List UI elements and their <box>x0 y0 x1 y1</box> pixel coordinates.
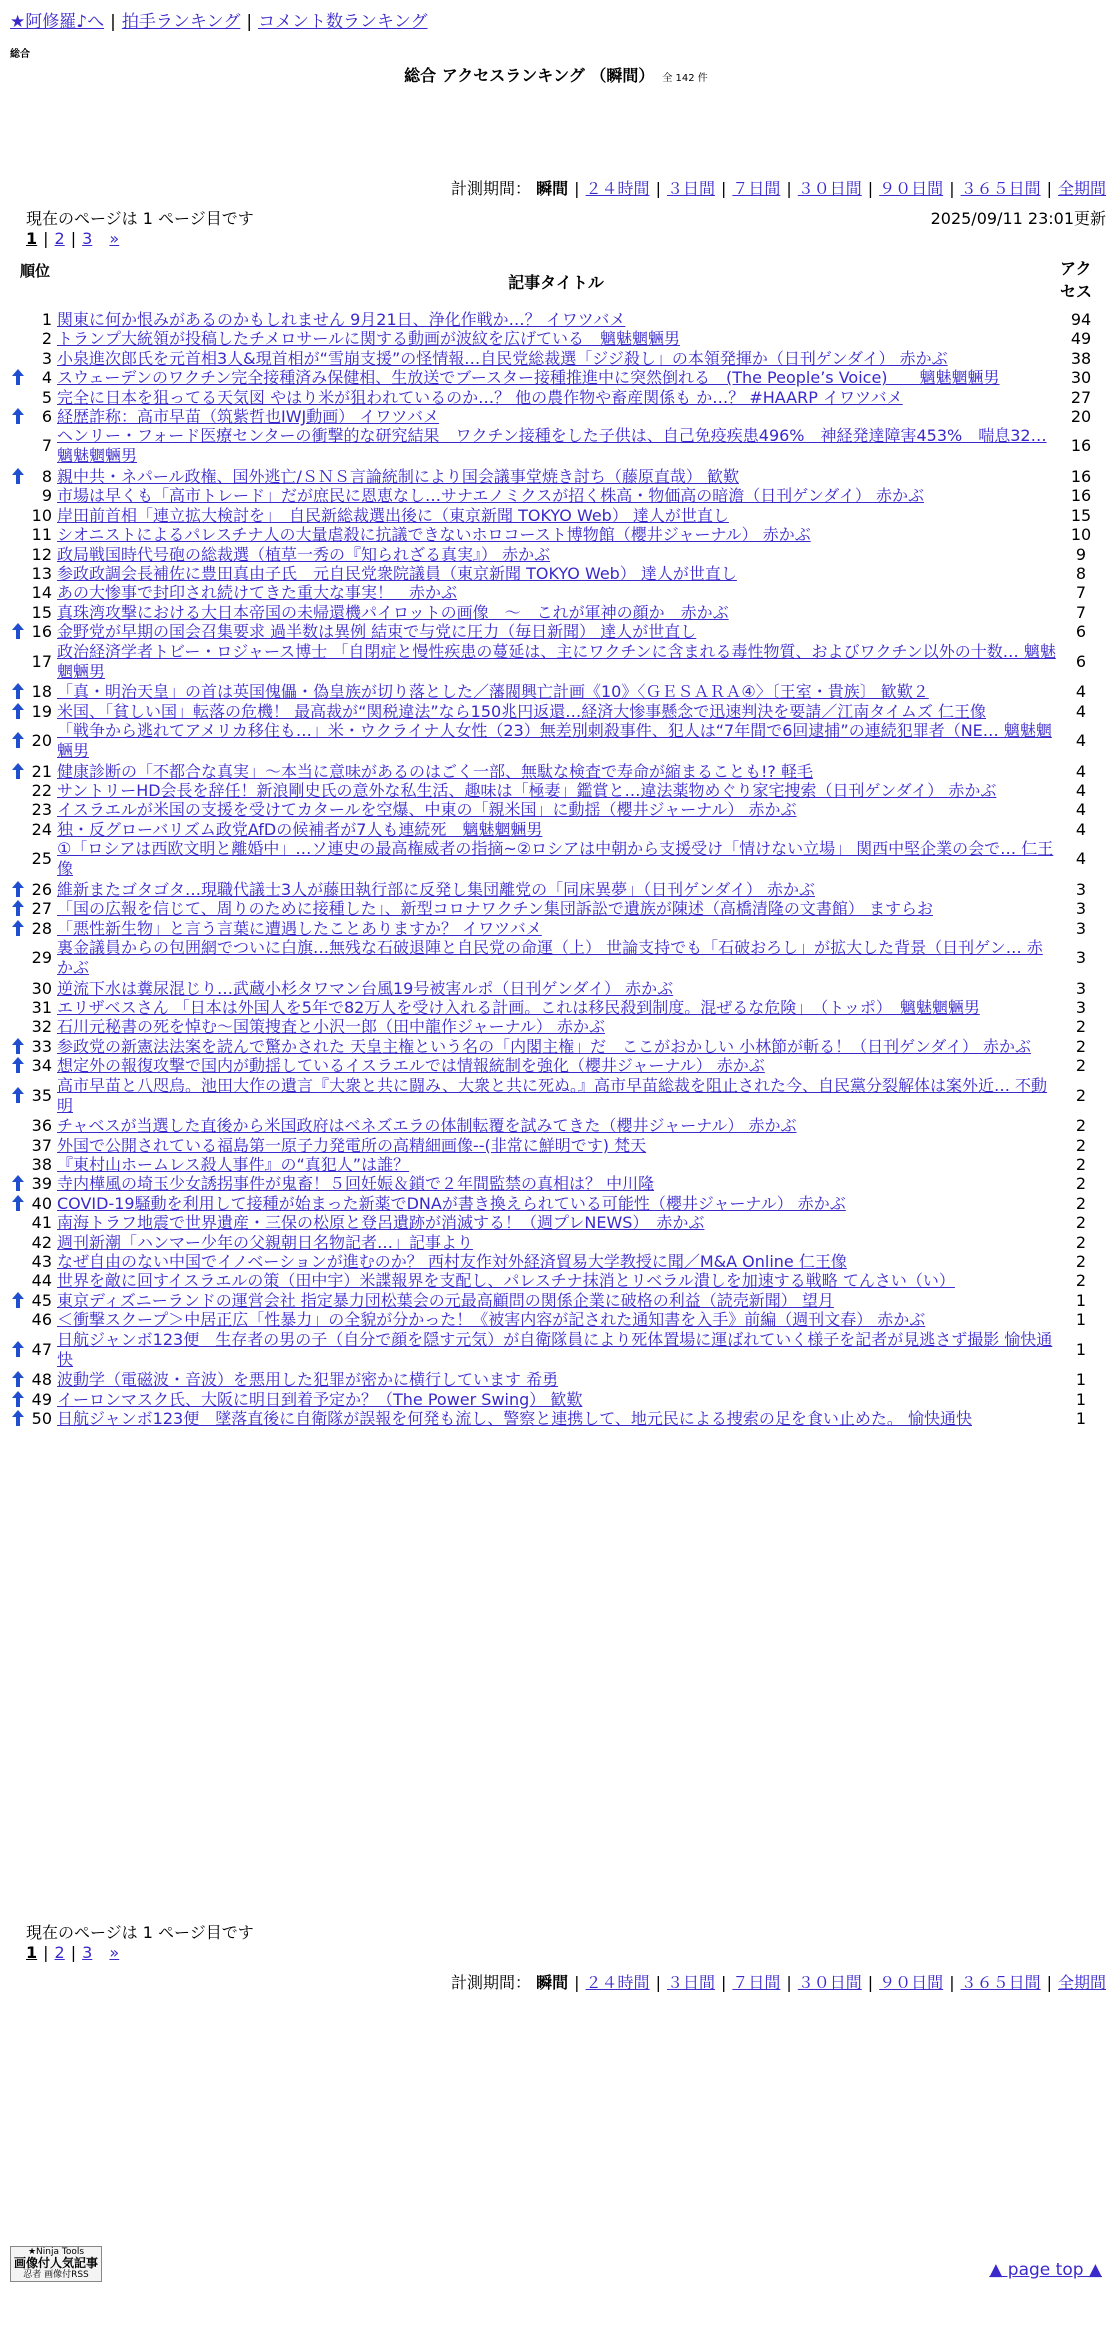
access-count: 7 <box>1075 583 1087 603</box>
article-title-link[interactable]: ①「ロシアは西欧文明と離婚中」…ソ連史の最高権威者の指摘~②ロシアは中朝から支援受け「情けない立場」 関西中堅企業の会で… 仁王像 <box>57 839 1054 879</box>
table-row <box>0 1076 1112 1116</box>
period-link-30d[interactable]: ３０日間 <box>797 179 862 198</box>
period-label: 計測期間： <box>451 1973 532 1992</box>
table-row <box>0 839 1112 879</box>
rank-number: 27 <box>31 899 52 919</box>
access-count: 2 <box>1075 1174 1087 1194</box>
table-row <box>0 603 1112 622</box>
article-title-link[interactable]: ヘンリー・フォード医療センターの衝撃的な研究結果 ワクチン接種をした子供は、自己免疫疾患496% 神経発達障害453% 喘息32… 魑魅魍魎男 <box>57 426 1047 466</box>
table-row <box>0 525 1112 544</box>
article-title-link[interactable]: 週刊新潮「ハンマー少年の父親朝日名物記者…」記事より <box>57 1232 474 1252</box>
article-title-link[interactable]: 関東に何か恨みがあるのかもしれません 9月21日、浄化作戦か…？ イワツバメ <box>57 310 626 329</box>
table-row <box>0 1213 1112 1232</box>
table-row <box>0 1174 1112 1193</box>
access-count: 2 <box>1075 1193 1087 1213</box>
arrow-up-icon <box>12 1391 24 1407</box>
table-row <box>0 682 1112 701</box>
period-current: 瞬間 <box>536 1973 569 1992</box>
article-title-link[interactable]: トランプ大統領が投稿したチメロサールに関する動画が波紋を広げている 魑魅魍魎男 <box>57 329 681 349</box>
rank-number: 6 <box>41 407 52 426</box>
arrow-up-icon <box>12 763 24 779</box>
access-count: 4 <box>1075 800 1087 820</box>
access-count: 20 <box>1070 407 1092 426</box>
access-count: 6 <box>1075 622 1087 642</box>
rank-number: 9 <box>41 486 52 506</box>
arrow-up-icon <box>12 1175 24 1191</box>
access-count: 9 <box>1075 544 1087 564</box>
article-title-link[interactable]: 「戦争から逃れてアメリカ移住も…」米・ウクライナ人女性（23）無差別刺殺事件、犯人は“7年間で6回逮捕”の連続犯罪者（NE… 魑魅魍魎男 <box>57 721 1052 760</box>
period-link-7d[interactable]: ７日間 <box>732 1973 781 1992</box>
current-page-text-bottom: 現在のページは 1 ページ目です <box>26 1923 254 1942</box>
article-title-link[interactable]: 逆流下水は糞尿混じり…武蔵小杉タワマン台風19号被害ルポ（日刊ゲンダイ） 赤かぶ <box>57 978 674 998</box>
article-title-link[interactable]: 米国、「貧しい国」転落の危機！ 最高裁が“関税違法”なら150兆円返還…経済大惨事懸念で迅速判決を要請／江南タイムズ 仁王像 <box>57 701 986 721</box>
rank-number: 17 <box>31 651 52 671</box>
article-title-link[interactable]: 健康診断の「不都合な真実」～本当に意味があるのはごく一部、無駄な検査で寿命が縮まることも!? 軽毛 <box>57 761 813 781</box>
rank-number: 47 <box>31 1339 52 1359</box>
rank-number: 8 <box>41 467 52 486</box>
access-count: 1 <box>1075 1370 1087 1390</box>
rank-number: 16 <box>31 622 52 642</box>
article-title-link[interactable]: 完全に日本を狙ってる天気図 やはり米が狙われているのか…？ 他の農作物や畜産関係も か…？ #HAARP イワツバメ <box>57 387 903 407</box>
rank-number: 40 <box>31 1193 52 1213</box>
rank-number: 39 <box>31 1174 52 1194</box>
rank-number: 49 <box>31 1389 52 1409</box>
rank-number: 24 <box>31 819 52 839</box>
table-row <box>0 880 1112 899</box>
pager-link-2[interactable]: 2 <box>54 229 65 248</box>
article-title-link[interactable]: 政治経済学者トビー・ロジャース博士 「自閉症と慢性疾患の蔓延は、主にワクチンに含まれる毒性物質、およびワクチン以外の十数… 魑魅魍魎男 <box>57 641 1056 681</box>
article-title-link[interactable]: 日航ジャンボ123便 生存者の男の子（自分で顔を隠す元気）が自衛隊員により死体置場に運ばれていく様子を記者が見逃さず撮影 愉快通快 <box>57 1329 1053 1369</box>
article-title-link[interactable]: 南海トラフ地震で世界遺産・三保の松原と登呂遺跡が消滅する！（週プレNEWS） 赤かぶ <box>57 1213 705 1233</box>
nav-link-comment-ranking[interactable]: コメント数ランキング <box>258 12 428 32</box>
article-title-link[interactable]: 参政政調会長補佐に豊田真由子氏 元自民党衆院議員（東京新聞 TOKYO Web） 達人が世直し <box>57 564 737 583</box>
period-selector-top: 計測期間： 瞬間 | ２４時間 | ３日間 | ７日間 | ３０日間 | ９０日間 | ３６５日間 | 全期間 <box>451 179 1106 198</box>
rank-number: 34 <box>31 1056 52 1076</box>
table-row <box>0 899 1112 918</box>
table-row <box>0 1116 1112 1135</box>
rank-number: 43 <box>31 1252 52 1271</box>
table-row <box>0 1409 1112 1428</box>
period-link-30d[interactable]: ３０日間 <box>797 1973 862 1992</box>
table-row <box>0 545 1112 564</box>
access-count: 2 <box>1075 1232 1087 1252</box>
access-count: 2 <box>1075 1056 1087 1076</box>
access-count: 30 <box>1070 368 1092 388</box>
column-header-access: アクセス <box>1060 259 1093 301</box>
article-title-link[interactable]: 日航ジャンボ123便 墜落直後に自衛隊が誤報を何発も流し、警察と連携して、地元民による捜索の足を食い止めた。 愉快通快 <box>57 1409 972 1428</box>
rank-number: 33 <box>31 1036 52 1056</box>
article-title-link[interactable]: イーロンマスク氏、大阪に明日到着予定か？（The Power Swing） 歓歎 <box>57 1389 583 1409</box>
table-row <box>0 1155 1112 1174</box>
access-count: 6 <box>1075 651 1087 671</box>
access-count: 2 <box>1075 1271 1087 1291</box>
rank-number: 31 <box>31 998 52 1017</box>
pager-link-3[interactable]: 3 <box>82 229 93 248</box>
article-title-link[interactable]: 波動学（電磁波・音波）を悪用した犯罪が密かに横行しています 希勇 <box>57 1370 559 1390</box>
table-row <box>0 1252 1112 1271</box>
rank-number: 18 <box>31 682 52 702</box>
arrow-up-icon <box>12 900 24 916</box>
article-title-link[interactable]: 維新またゴタゴタ…現職代議士3人が藤田執行部に反発し集団離党の「同床異夢」（日刊ゲンダイ） 赤かぶ <box>57 879 815 899</box>
arrow-up-icon <box>12 623 24 639</box>
table-row <box>0 1370 1112 1389</box>
pager-current: 1 <box>26 1943 38 1962</box>
table-row <box>0 721 1112 761</box>
access-count: 3 <box>1075 998 1087 1017</box>
access-count: 2 <box>1075 1116 1087 1136</box>
arrow-up-icon <box>12 881 24 897</box>
rank-number: 41 <box>31 1213 52 1233</box>
access-count: 27 <box>1070 387 1092 407</box>
article-title-link[interactable]: 独・反グローバリズム政党AfDの候補者が7人も連続死 魑魅魍魎男 <box>57 819 543 839</box>
period-link-7d[interactable]: ７日間 <box>732 179 781 198</box>
rank-number: 2 <box>41 329 52 349</box>
logo-sub-text: 忍者 画像付RSS <box>23 2270 89 2280</box>
table-row <box>0 426 1112 466</box>
table-row <box>0 506 1112 525</box>
logo-main-text: 画像付人気記事 <box>13 2256 98 2270</box>
table-row <box>0 583 1112 602</box>
article-title-link[interactable]: 世界を敵に回すイスラエルの策（田中宇）米諜報界を支配し、パレスチナ抹消とリベラル潰しを加速する戦略 てんさい（い） <box>57 1271 955 1291</box>
logo-top-text: ★Ninja Tools <box>27 2247 85 2257</box>
table-row <box>0 1037 1112 1056</box>
table-row <box>0 998 1112 1017</box>
nav-separator: | <box>110 12 116 32</box>
article-title-link[interactable]: 「真・明治天皇」の首は英国傀儡・偽皇族が切り落とした／藩閥興亡計画《10》〈ＧＥＳＡＲＡ④〉〔王室・貴族〕 歓歎２ <box>57 682 929 702</box>
access-count: 1 <box>1075 1389 1087 1409</box>
table-row <box>0 388 1112 407</box>
article-title-link[interactable]: 東京ディズニーランドの運営会社 指定暴力団松葉会の元最高顧問の関係企業に破格の利益（読売新聞） 望月 <box>57 1290 834 1310</box>
table-row <box>0 349 1112 368</box>
period-link-24h[interactable]: ２４時間 <box>585 179 650 198</box>
access-count: 3 <box>1075 918 1087 938</box>
access-count: 4 <box>1075 731 1087 750</box>
pager-link-2[interactable]: 2 <box>54 1943 65 1962</box>
access-count: 3 <box>1075 948 1087 967</box>
period-link-all[interactable]: 全期間 <box>1057 179 1106 198</box>
article-title-link[interactable]: 市場は早くも「高市トレード」だが庶民に恩恵なし…サナエノミクスが招く株高・物価高の暗澹（日刊ゲンダイ） 赤かぶ <box>57 486 925 506</box>
access-count: 4 <box>1075 682 1087 702</box>
table-row <box>0 622 1112 641</box>
pager-next[interactable]: » <box>109 229 120 248</box>
rank-number: 5 <box>41 387 52 407</box>
page-title: 総合 アクセスランキング （瞬間） <box>404 66 655 85</box>
arrow-up-icon <box>12 408 24 424</box>
period-link-90d[interactable]: ９０日間 <box>879 1973 944 1992</box>
table-row <box>0 1330 1112 1370</box>
article-title-link[interactable]: イスラエルが米国の支援を受けてカタールを空爆、中東の「親米国」に動揺（櫻井ジャーナル） 赤かぶ <box>57 800 797 820</box>
table-row <box>0 407 1112 426</box>
access-count: 2 <box>1075 1036 1087 1056</box>
rank-number: 44 <box>31 1271 52 1291</box>
arrow-up-icon <box>12 369 24 385</box>
access-count: 7 <box>1075 602 1087 622</box>
rank-number: 26 <box>31 879 52 899</box>
table-row <box>0 800 1112 819</box>
period-link-3d[interactable]: ３日間 <box>666 179 715 198</box>
access-count: 3 <box>1075 978 1087 998</box>
arrow-up-icon <box>12 1410 24 1426</box>
table-row <box>0 368 1112 387</box>
pager-next[interactable]: » <box>109 1943 120 1962</box>
rank-number: 13 <box>31 564 52 583</box>
access-count: 4 <box>1075 849 1087 869</box>
access-count: 15 <box>1070 505 1092 525</box>
article-title-link[interactable]: 親中共・ネパール政権、国外逃亡/ＳＮＳ言論統制により国会議事堂焼き討ち（藤原直哉） 歓歎 <box>57 467 739 486</box>
arrow-up-icon <box>12 1087 24 1103</box>
access-count: 2 <box>1075 1155 1087 1174</box>
arrow-up-icon <box>12 732 24 748</box>
period-link-24h[interactable]: ２４時間 <box>585 1973 650 1992</box>
nav-link-asyura[interactable]: ★阿修羅♪へ <box>10 12 105 32</box>
period-link-3d[interactable]: ３日間 <box>666 1973 715 1992</box>
rank-number: 28 <box>31 918 52 938</box>
access-count: 10 <box>1070 525 1092 545</box>
article-title-link[interactable]: 「悪性新生物」と言う言葉に遭遇したことありますか？ イワツバメ <box>57 918 542 938</box>
rank-number: 50 <box>31 1409 52 1428</box>
table-row <box>0 486 1112 505</box>
table-row <box>0 564 1112 583</box>
article-title-link[interactable]: 参政党の新憲法法案を読んで驚かされた 天皇主権という名の「内閣主権」だ ここがおかしい 小林節が斬る！（日刊ゲンダイ） 赤かぶ <box>57 1036 1031 1056</box>
period-link-all[interactable]: 全期間 <box>1057 1973 1106 1992</box>
arrow-up-icon <box>12 1292 24 1308</box>
access-count: 4 <box>1075 781 1087 800</box>
arrow-up-icon <box>12 1371 24 1387</box>
rank-number: 32 <box>31 1017 52 1037</box>
period-link-365d[interactable]: ３６５日間 <box>960 1973 1041 1992</box>
table-row <box>0 1390 1112 1409</box>
rank-number: 4 <box>41 368 52 388</box>
rank-number: 3 <box>41 348 52 368</box>
arrow-up-icon <box>12 920 24 936</box>
article-title-link[interactable]: チャベスが当選した直後から米国政府はベネズエラの体制転覆を試みてきた（櫻井ジャーナル） 赤かぶ <box>57 1116 797 1136</box>
table-row <box>0 979 1112 998</box>
rank-number: 14 <box>31 583 52 603</box>
period-selector-bottom: 計測期間： 瞬間 | ２４時間 | ３日間 | ７日間 | ３０日間 | ９０日間 | ３６５日間 | 全期間 <box>451 1973 1106 1992</box>
article-title-link[interactable]: 経歴詐称：高市早苗（筑紫哲也IWJ動画） イワツバメ <box>57 407 440 426</box>
table-row <box>0 1310 1112 1329</box>
access-count: 2 <box>1075 1135 1087 1155</box>
article-title-link[interactable]: 高市早苗と八咫烏。池田大作の遺言『大衆と共に闘み、大衆と共に死ぬ。』高市早苗総裁を阻止された今、自民黨分裂解体は案外近… 不動明 <box>57 1075 1048 1115</box>
article-title-link[interactable]: サントリーHD会長を辞任！新浪剛史氏の意外な私生活、趣味は「極妻」鑑賞と…違法薬物めぐり家宅捜索（日刊ゲンダイ） 赤かぶ <box>57 781 997 800</box>
arrow-up-icon <box>12 1038 24 1054</box>
table-row <box>0 1194 1112 1213</box>
nav-separator: | <box>246 12 253 32</box>
rank-number: 22 <box>31 781 52 800</box>
access-count: 94 <box>1070 310 1092 329</box>
table-row <box>0 820 1112 839</box>
column-header-title: 記事タイトル <box>508 273 604 292</box>
nav-link-clap-ranking[interactable]: 拍手ランキング <box>121 12 241 32</box>
access-count: 16 <box>1070 436 1092 456</box>
rank-number: 48 <box>31 1370 52 1390</box>
access-count: 3 <box>1075 879 1087 899</box>
rank-number: 21 <box>31 761 52 781</box>
access-count: 4 <box>1075 819 1087 839</box>
page-header <box>0 63 1112 86</box>
access-count: 1 <box>1075 1339 1087 1359</box>
article-title-link[interactable]: あの大惨事で封印され続けてきた重大な事実！ 赤かぶ <box>57 583 458 603</box>
rank-number: 45 <box>31 1290 52 1310</box>
table-row <box>0 781 1112 800</box>
arrow-up-icon <box>12 1057 24 1073</box>
access-count: 49 <box>1070 329 1092 349</box>
table-row <box>0 938 1112 978</box>
access-count: 1 <box>1075 1310 1087 1330</box>
table-row <box>0 310 1112 329</box>
rank-number: 11 <box>31 525 52 545</box>
access-count: 2 <box>1075 1252 1087 1271</box>
arrow-up-icon <box>12 468 24 484</box>
arrow-up-icon <box>12 1195 24 1211</box>
pager-top: 1 | 2 | 3 » <box>26 229 120 248</box>
period-current: 瞬間 <box>536 179 569 198</box>
article-title-link[interactable]: COVID-19騒動を利用して接種が始まった新薬でDNAが書き換えられている可能性（櫻井ジャーナル） 赤かぶ <box>57 1193 846 1213</box>
rank-number: 30 <box>31 978 52 998</box>
article-title-link[interactable]: スウェーデンのワクチン完全接種済み保健相、生放送でブースター接種推進中に突然倒れる (The People’s Voice) 魑魅魍魎男 <box>57 368 1000 388</box>
rank-number: 19 <box>31 701 52 721</box>
period-link-90d[interactable]: ９０日間 <box>879 179 944 198</box>
access-count: 16 <box>1070 486 1092 506</box>
rank-number: 12 <box>31 544 52 564</box>
rank-number: 10 <box>31 505 52 525</box>
pager-bottom: 1 | 2 | 3 » <box>26 1943 120 1962</box>
arrow-up-icon <box>12 683 24 699</box>
access-count: 1 <box>1075 1409 1087 1428</box>
article-title-link[interactable]: 想定外の報復攻撃で国内が動揺しているイスラエルでは情報統制を強化（櫻井ジャーナル） 赤かぶ <box>57 1056 765 1076</box>
current-page-text: 現在のページは 1 ページ目です <box>26 209 254 228</box>
arrow-up-icon <box>12 703 24 719</box>
rank-number: 1 <box>41 310 52 329</box>
column-header-rank: 順位 <box>20 262 51 280</box>
table-row <box>0 1271 1112 1290</box>
table-row <box>0 1291 1112 1310</box>
table-row <box>0 1136 1112 1155</box>
period-link-365d[interactable]: ３６５日間 <box>960 179 1041 198</box>
page-top-link[interactable]: ▲ page top ▲ <box>989 2260 1102 2280</box>
article-title-link[interactable]: 「国の広報を信じて、周りのために接種した」、新型コロナワクチン集団訴訟で遺族が陳述（高橋清隆の文書館） ますらお <box>57 899 933 919</box>
article-title-link[interactable]: ＜衝撃スクープ＞中居正広「性暴力」の全貌が分かった！《被害内容が記された通知書を入手》前編（週刊文春） 赤かぶ <box>57 1310 926 1330</box>
table-row <box>0 1233 1112 1252</box>
article-title-link[interactable]: シオニストによるパレスチナ人の大量虐殺に抗議できないホロコースト博物館（櫻井ジャーナル） 赤かぶ <box>57 525 811 545</box>
rank-number: 42 <box>31 1232 52 1252</box>
rank-number: 35 <box>31 1085 52 1105</box>
category-label: 総合 <box>10 49 30 60</box>
article-title-link[interactable]: 寺内樺風の埼玉少女誘拐事件が鬼畜！５回妊娠＆鎖で２年間監禁の真相は？ 中川隆 <box>57 1174 655 1194</box>
access-count: 16 <box>1070 467 1092 486</box>
item-count: 全 142 件 <box>662 73 708 84</box>
access-count: 2 <box>1075 1213 1087 1233</box>
article-title-link[interactable]: 岸田前首相「連立拡大検討を」 自民新総裁選出後に（東京新聞 TOKYO Web） 達人が世直し <box>57 505 729 525</box>
article-title-link[interactable]: 外国で公開されている福島第一原子力発電所の高精細画像--(非常に鮮明です) 梵天 <box>57 1135 647 1155</box>
rank-number: 15 <box>31 602 52 622</box>
rank-number: 23 <box>31 800 52 820</box>
table-row <box>0 1056 1112 1075</box>
rank-number: 46 <box>31 1310 52 1330</box>
rank-number: 36 <box>31 1116 52 1136</box>
rank-number: 7 <box>41 436 52 456</box>
pager-link-3[interactable]: 3 <box>82 1943 93 1962</box>
table-row <box>0 919 1112 938</box>
article-title-link[interactable]: 小泉進次郎氏を元首相3人&現首相が“雪崩支援”の怪情報…自民党総裁選「ジジ殺し」の本領発揮か（日刊ゲンダイ） 赤かぶ <box>57 348 948 368</box>
article-title-link[interactable]: 石川元秘書の死を悼む～国策捜査と小沢一郎（田中龍作ジャーナル） 赤かぶ <box>57 1017 605 1037</box>
table-row <box>0 702 1112 721</box>
article-title-link[interactable]: なぜ自由のない中国でイノベーションが進むのか？ 西村友作対外経済貿易大学教授に聞／M&A Online 仁王像 <box>57 1252 847 1271</box>
ninja-tools-logo[interactable] <box>10 2246 102 2282</box>
access-count: 38 <box>1070 348 1092 368</box>
rank-number: 38 <box>31 1155 52 1174</box>
article-title-link[interactable]: 裏金議員からの包囲網でついに白旗…無残な石破退陣と自民党の命運（上） 世論支持でも「石破おろし」が拡大した背景（日刊ゲン… 赤かぶ <box>57 938 1043 977</box>
access-count: 2 <box>1075 1017 1087 1037</box>
period-label: 計測期間： <box>451 179 532 198</box>
arrow-up-icon <box>12 1341 24 1357</box>
pager-current: 1 <box>26 229 38 248</box>
article-title-link[interactable]: 金野党が早期の国会召集要求 過半数は異例 結束で与党に圧力（毎日新聞） 達人が世直し <box>57 622 697 642</box>
table-row <box>0 642 1112 682</box>
article-title-link[interactable]: 真珠湾攻撃における大日本帝国の未帰還機パイロットの画像 ～ これが軍神の顔か 赤かぶ <box>57 602 729 622</box>
article-title-link[interactable]: 『東村山ホームレス殺人事件』の“真犯人”は誰？ <box>57 1155 410 1174</box>
table-row <box>0 467 1112 486</box>
access-count: 4 <box>1075 761 1087 781</box>
rank-number: 25 <box>31 849 52 869</box>
rank-number: 37 <box>31 1135 52 1155</box>
table-row <box>0 329 1112 348</box>
rank-number: 29 <box>31 948 52 967</box>
access-count: 1 <box>1075 1290 1087 1310</box>
access-count: 8 <box>1075 564 1087 583</box>
table-row <box>0 762 1112 781</box>
top-nav <box>10 12 428 32</box>
article-title-link[interactable]: エリザベスさん 「日本は外国人を5年で82万人を受け入れる計画。これは移民殺到制度。混ぜるな危険」 （トッポ） 魑魅魍魎男 <box>57 998 980 1017</box>
access-count: 3 <box>1075 899 1087 919</box>
table-row <box>0 1017 1112 1036</box>
rank-number: 20 <box>31 731 52 750</box>
article-title-link[interactable]: 政局戦国時代号砲の総裁選（植草一秀の『知られざる真実』） 赤かぶ <box>57 544 551 564</box>
access-count: 2 <box>1075 1085 1087 1105</box>
access-count: 4 <box>1075 701 1087 721</box>
updated-timestamp: 2025/09/11 23:01更新 <box>930 209 1106 228</box>
